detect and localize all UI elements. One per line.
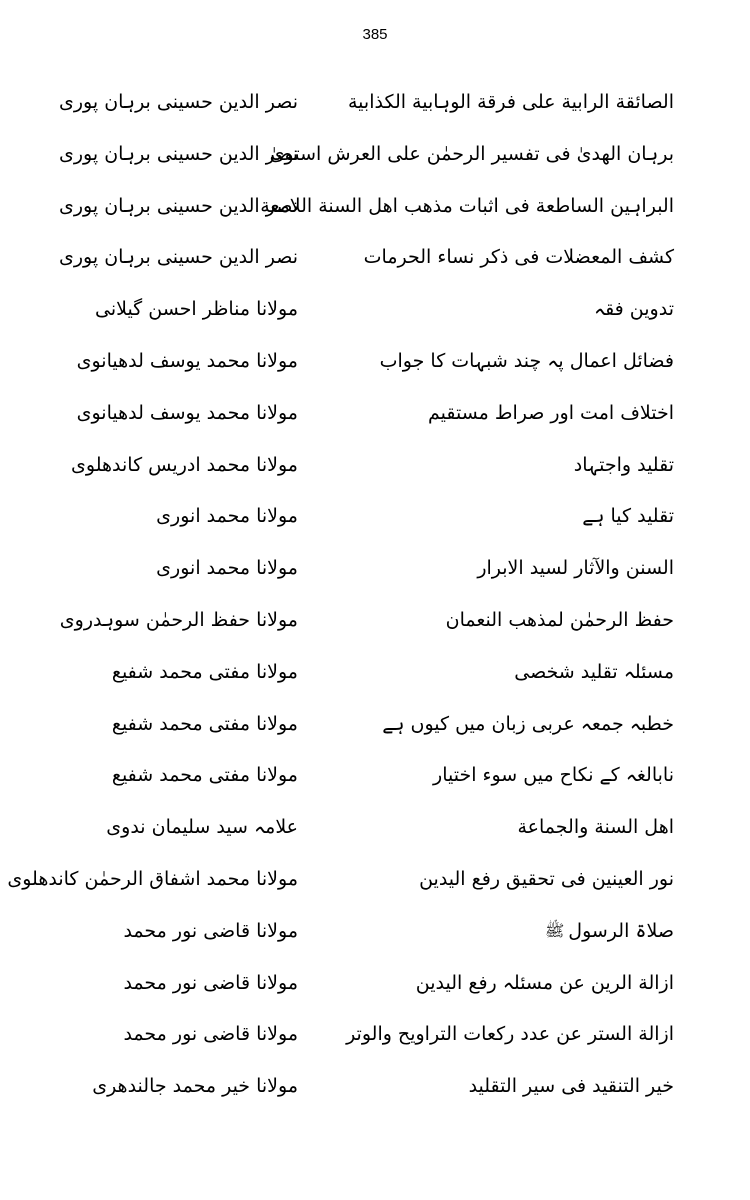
book-author: مولانا محمد انوری: [156, 557, 298, 580]
book-title: خطبہ جمعہ عربی زبان میں کیوں ہے: [382, 712, 674, 735]
book-title: تقلید واجتہاد: [573, 453, 674, 476]
list-item: [0, 496, 750, 548]
book-title: السنن والآثار لسید الابرار: [477, 557, 674, 580]
list-item: [0, 1014, 750, 1066]
book-author: مولانا قاضی نور محمد: [123, 919, 298, 942]
book-author: مولانا مناظر احسن گیلانی: [94, 298, 298, 321]
salawat-seal-icon: ﷺ: [544, 921, 565, 941]
list-item: [0, 445, 750, 497]
page-number: 385: [362, 26, 388, 43]
list-item: [0, 341, 750, 393]
list-item: [0, 393, 750, 445]
book-author: نصر الدین حسینی برہان پوری: [59, 246, 298, 269]
book-title: فضائل اعمال پہ چند شبہات کا جواب: [379, 349, 674, 372]
book-title: خیر التنقید فی سیر التقلید: [468, 1075, 674, 1098]
book-author: مولانا قاضی نور محمد: [123, 971, 298, 994]
book-author: مولانا قاضی نور محمد: [123, 1023, 298, 1046]
book-author: مولانا خیر محمد جالندھری: [92, 1075, 298, 1098]
list-item: [0, 186, 750, 238]
list-item: [0, 289, 750, 341]
book-author: مولانا محمد ادریس کاندھلوی: [71, 453, 298, 476]
list-item: [0, 1066, 750, 1118]
list-item: [0, 807, 750, 859]
list-item: [0, 704, 750, 756]
book-title: تقلید کیا ہے: [582, 505, 674, 528]
book-title: البراہین الساطعة فی اثبات مذھب اھل السنة اللامعة: [260, 194, 674, 217]
book-title: برہان الھدیٰ فی تفسیر الرحمٰن علی العرش استویٰ: [269, 142, 674, 165]
book-list: [0, 82, 750, 1118]
list-item: [0, 652, 750, 704]
book-title: اختلاف امت اور صراط مستقیم: [427, 401, 674, 424]
book-title: الصائقة الرابیة علی فرقة الوہابیة الکذابیة: [348, 91, 674, 113]
book-author: مولانا محمد یوسف لدھیانوی: [76, 401, 298, 424]
book-title: مسئلہ تقلید شخصی: [514, 660, 674, 683]
book-author: نصر الدین حسینی برہان پوری: [59, 194, 298, 217]
book-title: اھل السنة والجماعة: [517, 816, 674, 839]
book-author: مولانا حفظ الرحمٰن سوہدروی: [59, 608, 298, 631]
list-item: [0, 134, 750, 186]
book-author: مولانا محمد یوسف لدھیانوی: [76, 349, 298, 372]
book-title: کشف المعضلات فی ذکر نساء الحرمات: [363, 246, 674, 269]
book-author: مولانا مفتی محمد شفیع: [111, 712, 298, 735]
list-item: [0, 82, 750, 134]
list-item: [0, 755, 750, 807]
list-item: [0, 859, 750, 911]
book-title: تدوین فقہ: [593, 298, 674, 321]
book-title: ازالة الستر عن عدد رکعات التراویح والوتر: [346, 1023, 674, 1046]
book-title: نور العینین فی تحقیق رفع الیدین: [419, 867, 674, 890]
list-item: [0, 548, 750, 600]
book-author: علامہ سید سلیمان ندوی: [106, 816, 298, 839]
book-author: مولانا محمد اشفاق الرحمٰن کاندھلوی: [7, 867, 298, 890]
list-item: [0, 600, 750, 652]
book-title: ازالة الرین عن مسئلہ رفع الیدین: [415, 971, 674, 994]
book-title: نابالغہ کے نکاح میں سوء اختیار: [433, 764, 674, 787]
book-author: مولانا مفتی محمد شفیع: [111, 660, 298, 683]
book-author: مولانا محمد انوری: [156, 505, 298, 528]
list-item: [0, 963, 750, 1015]
book-author: نصر الدین حسینی برہان پوری: [59, 91, 298, 113]
book-title: صلاۃ الرسول: [568, 919, 674, 942]
book-title-with-seal: [314, 911, 674, 951]
book-author: نصر الدین حسینی برہان پوری: [59, 142, 298, 165]
book-author: مولانا مفتی محمد شفیع: [111, 764, 298, 787]
list-item: [0, 237, 750, 289]
list-item: [0, 911, 750, 963]
book-title: حفظ الرحمٰن لمذھب النعمان: [445, 608, 674, 631]
